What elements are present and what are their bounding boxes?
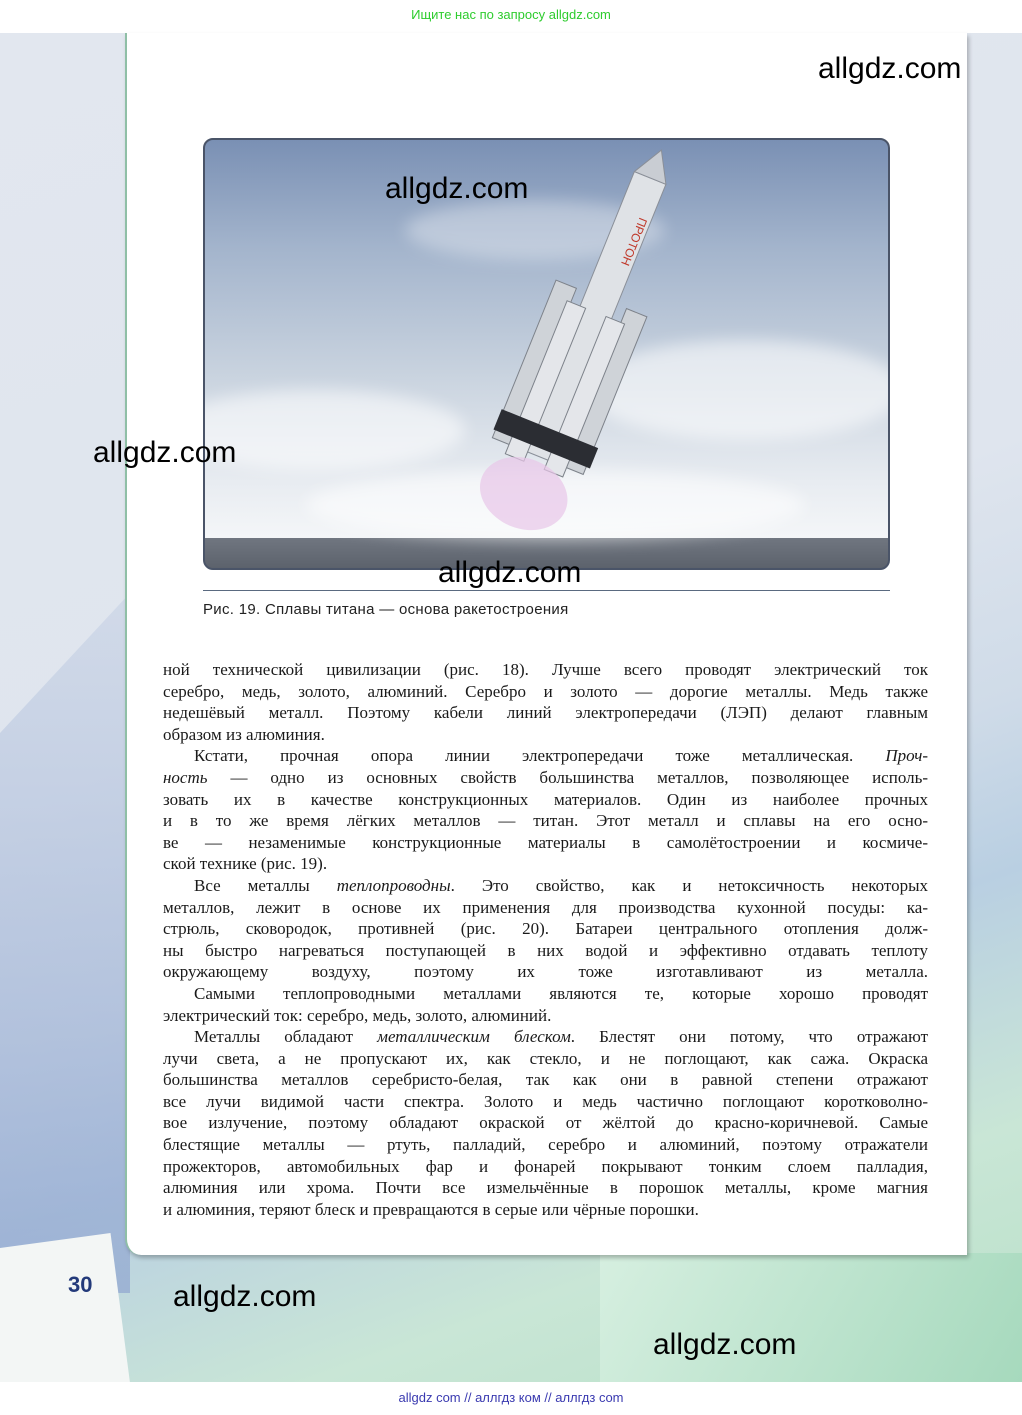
watermark: allgdz.com — [173, 1280, 317, 1313]
text-segment: Кстати, прочная опора линии электропередачи тоже металлическая. — [194, 746, 886, 766]
rocket-photo — [203, 138, 890, 570]
text-segment: Все металлы — [194, 875, 337, 895]
rocket-label: ПРОТОН — [618, 215, 651, 268]
text-line — [163, 1069, 928, 1091]
text-line — [163, 767, 928, 789]
text-line — [163, 724, 928, 746]
text-line — [163, 745, 928, 767]
text-segment: окружающему воздуху, поэтому их тоже изготавливают из металла. — [163, 962, 928, 982]
decor-shape — [600, 1253, 1022, 1383]
text-segment: лучи света, а не пропускают их, как стекло, и не поглощают, как сажа. Окраска — [163, 1048, 928, 1068]
text-segment: металлов, лежит в основе их применения для производства кухонной посуды: ка- — [163, 897, 928, 917]
text-segment: блестящие металлы — ртуть, палладий, серебро и алюминий, поэтому отражатели — [163, 1135, 928, 1155]
text-segment: большинства металлов серебристо-белая, так как они в равной степени отражают — [163, 1070, 928, 1090]
caption-divider — [203, 590, 890, 591]
figure-caption: Рис. 19. Сплавы титана — основа ракетостроения — [203, 601, 569, 618]
text-segment: ны быстро нагреваться поступающей в них водой и эффективно отдавать теплоту — [163, 940, 928, 960]
text-line — [163, 897, 928, 919]
text-segment: стрюль, сковородок, противней (рис. 20). Батареи центрального отопления долж- — [163, 919, 928, 939]
text-segment: недешёвый металл. Поэтому кабели линий электропередачи (ЛЭП) делают главным — [163, 703, 928, 723]
watermark: allgdz.com — [653, 1328, 797, 1361]
text-line — [163, 983, 928, 1005]
top-banner — [0, 0, 1022, 33]
text-line — [163, 1005, 928, 1027]
text-segment: . Это свойство, как и нетоксичность некоторых — [450, 875, 928, 895]
text-line — [163, 659, 928, 681]
text-line — [163, 853, 928, 875]
watermark: allgdz.com — [438, 556, 582, 589]
text-line — [163, 832, 928, 854]
text-segment: серебро, медь, золото, алюминий. Серебро и золото — дорогие металлы. Медь также — [163, 681, 928, 701]
watermark: allgdz.com — [385, 172, 529, 205]
page-number: 30 — [68, 1272, 93, 1297]
text-segment: Самыми теплопроводными металлами являются те, которые хорошо проводят — [194, 983, 928, 1003]
watermark: allgdz.com — [818, 52, 962, 85]
footer — [0, 1382, 1022, 1415]
emphasized-term: Проч- — [885, 746, 928, 766]
text-line — [163, 1199, 928, 1221]
body-text — [163, 659, 928, 1220]
text-line — [163, 810, 928, 832]
text-line — [163, 1156, 928, 1178]
text-segment: вое излучение, поэтому обладают окраской от жёлтой до красно-коричневой. Самые — [163, 1113, 928, 1133]
text-segment: ве — незаменимые конструкционные материалы в самолётостроении и космиче- — [163, 832, 928, 852]
text-line — [163, 875, 928, 897]
text-segment: и в то же время лёгких металлов — титан. Этот металл и сплавы на его осно- — [163, 811, 928, 831]
text-line — [163, 918, 928, 940]
text-segment: все лучи видимой части спектра. Золото и медь частично поглощают коротковолно- — [163, 1091, 928, 1111]
footer-text: allgdz com // аллгдз ком // аллгдз com — [398, 1390, 624, 1405]
text-segment: ской технике (рис. 19). — [163, 854, 328, 874]
text-segment: образом из алюминия. — [163, 724, 325, 744]
top-banner-text: Ищите нас по запросу allgdz.com — [411, 7, 611, 22]
text-segment: ной технической цивилизации (рис. 18). Лучше всего проводят электрический ток — [163, 660, 928, 679]
rocket-illustration — [205, 140, 888, 568]
text-segment: зовать их в качестве конструкционных материалов. Один из наиболее прочных — [163, 789, 928, 809]
text-segment: Металлы обладают — [194, 1027, 378, 1047]
text-segment: прожекторов, автомобильных фар и фонарей покрывают тонким слоем палладия, — [163, 1156, 928, 1176]
decor-shape — [0, 1233, 130, 1383]
text-line — [163, 940, 928, 962]
text-line — [163, 1091, 928, 1113]
text-segment: . Блестят они потому, что отражают — [570, 1027, 929, 1047]
text-line — [163, 1026, 928, 1048]
text-line — [163, 1112, 928, 1134]
text-line — [163, 961, 928, 983]
emphasized-term: теплопроводны — [336, 875, 451, 895]
text-segment: и алюминия, теряют блеск и превращаются в серые или чёрные порошки. — [163, 1199, 699, 1219]
decor-shape — [0, 593, 130, 1293]
text-segment: алюминия или хрома. Почти все измельчённые в порошок металлы, кроме магния — [163, 1178, 928, 1198]
text-line — [163, 702, 928, 724]
text-segment: электрический ток: серебро, медь, золото, алюминий. — [163, 1005, 552, 1025]
text-line — [163, 1134, 928, 1156]
text-line — [163, 789, 928, 811]
emphasized-term: ность — [163, 767, 208, 787]
text-line — [163, 681, 928, 703]
text-segment: — одно из основных свойств большинства металлов, позволяющее исполь- — [207, 767, 928, 787]
text-line — [163, 1048, 928, 1070]
text-line — [163, 1177, 928, 1199]
watermark: allgdz.com — [93, 436, 237, 469]
emphasized-term: металлическим блеском — [377, 1027, 571, 1047]
